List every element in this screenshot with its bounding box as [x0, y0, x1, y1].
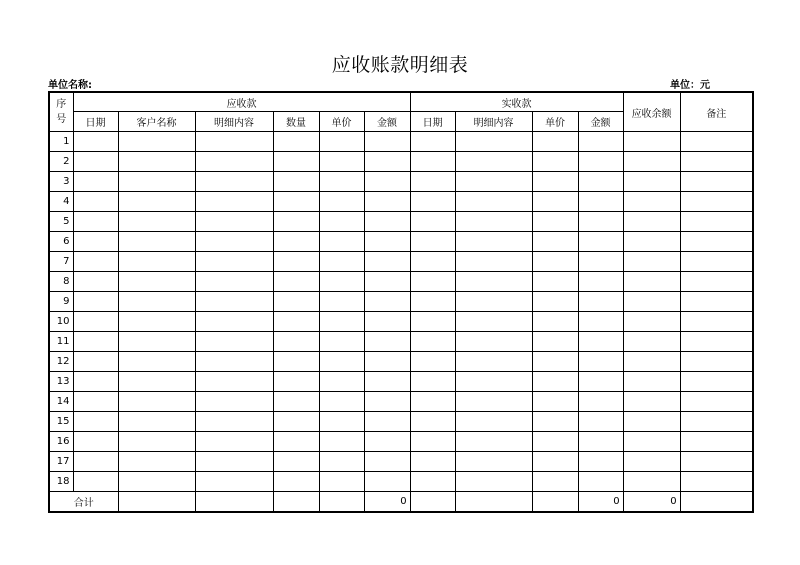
table-cell[interactable]: [623, 352, 680, 372]
table-cell[interactable]: [118, 352, 195, 372]
table-cell[interactable]: [455, 232, 532, 252]
totals-label: 合计: [49, 492, 118, 513]
table-cell[interactable]: [118, 152, 195, 172]
total-receivable-amount: 0: [364, 492, 410, 513]
table-cell[interactable]: [455, 332, 532, 352]
receivable-amount-header: 金额: [364, 112, 410, 132]
table-cell[interactable]: [319, 132, 364, 152]
table-cell[interactable]: [623, 332, 680, 352]
table-row: [49, 152, 753, 172]
table-cell[interactable]: [410, 252, 455, 272]
table-cell[interactable]: [195, 232, 273, 252]
table-cell[interactable]: [273, 312, 319, 332]
row-number: 16: [49, 432, 73, 452]
table-cell[interactable]: [73, 132, 118, 152]
table-cell[interactable]: [364, 452, 410, 472]
row-number: 8: [49, 272, 73, 292]
table-cell[interactable]: [73, 392, 118, 412]
receivable-detail-header: 明细内容: [195, 112, 273, 132]
table-cell[interactable]: [455, 272, 532, 292]
table-cell[interactable]: [410, 132, 455, 152]
table-cell[interactable]: [455, 352, 532, 372]
table-cell[interactable]: [680, 252, 753, 272]
table-cell[interactable]: [319, 472, 364, 492]
table-cell[interactable]: [578, 172, 623, 192]
table-cell[interactable]: [273, 332, 319, 352]
table-cell[interactable]: [680, 472, 753, 492]
table-cell[interactable]: [455, 412, 532, 432]
table-cell[interactable]: [578, 392, 623, 412]
row-number: 7: [49, 252, 73, 272]
table-cell[interactable]: [455, 292, 532, 312]
table-cell[interactable]: [623, 392, 680, 412]
table-cell[interactable]: [410, 152, 455, 172]
table-cell[interactable]: [73, 332, 118, 352]
table-cell[interactable]: [532, 272, 578, 292]
table-cell[interactable]: [410, 432, 455, 452]
table-row: [49, 212, 753, 232]
table-cell[interactable]: [118, 432, 195, 452]
table-row: [49, 412, 753, 432]
table-cell[interactable]: [623, 212, 680, 232]
table-cell[interactable]: [73, 472, 118, 492]
table-cell[interactable]: [680, 292, 753, 312]
table-cell[interactable]: [364, 372, 410, 392]
table-cell[interactable]: [623, 472, 680, 492]
table-cell[interactable]: [410, 372, 455, 392]
table-cell[interactable]: [578, 432, 623, 452]
table-cell[interactable]: [532, 352, 578, 372]
table-row: [49, 132, 753, 152]
row-number: 9: [49, 292, 73, 312]
table-cell[interactable]: [319, 192, 364, 212]
table-cell[interactable]: [319, 312, 364, 332]
table-cell[interactable]: [532, 432, 578, 452]
table-row: [49, 332, 753, 352]
table-cell[interactable]: [319, 272, 364, 292]
table-cell[interactable]: [273, 172, 319, 192]
table-cell[interactable]: [273, 232, 319, 252]
table-row: [49, 232, 753, 252]
table-cell[interactable]: [118, 172, 195, 192]
table-cell[interactable]: [273, 372, 319, 392]
table-cell[interactable]: [364, 152, 410, 172]
table-cell[interactable]: [410, 272, 455, 292]
table-cell[interactable]: [455, 252, 532, 272]
table-cell[interactable]: [410, 452, 455, 472]
table-cell[interactable]: [532, 132, 578, 152]
receivable-customer-header: 客户名称: [118, 112, 195, 132]
table-cell[interactable]: [532, 492, 578, 513]
table-cell[interactable]: [273, 432, 319, 452]
table-cell[interactable]: [319, 152, 364, 172]
table-cell[interactable]: [195, 372, 273, 392]
table-row: [49, 252, 753, 272]
table-cell[interactable]: [118, 132, 195, 152]
table-cell[interactable]: [195, 132, 273, 152]
table-cell[interactable]: [118, 412, 195, 432]
table-cell[interactable]: [578, 272, 623, 292]
total-received-amount: 0: [578, 492, 623, 513]
table-cell[interactable]: [364, 312, 410, 332]
table-row: [49, 312, 753, 332]
table-cell[interactable]: [532, 392, 578, 412]
totals-row: [49, 492, 753, 513]
table-cell[interactable]: [118, 232, 195, 252]
total-balance: 0: [623, 492, 680, 513]
receivable-date-header: 日期: [73, 112, 118, 132]
table-cell[interactable]: [118, 192, 195, 212]
seq-header: 序 号: [49, 92, 73, 132]
table-cell[interactable]: [273, 252, 319, 272]
table-row: [49, 432, 753, 452]
table-cell[interactable]: [118, 212, 195, 232]
row-number: 2: [49, 152, 73, 172]
currency-unit-label: 单位：元: [670, 80, 710, 91]
table-cell[interactable]: [118, 372, 195, 392]
table-cell[interactable]: [273, 452, 319, 472]
table-cell[interactable]: [364, 432, 410, 452]
table-cell[interactable]: [364, 472, 410, 492]
table-cell[interactable]: [319, 452, 364, 472]
table-cell[interactable]: [680, 192, 753, 212]
table-cell[interactable]: [73, 212, 118, 232]
table-cell[interactable]: [319, 352, 364, 372]
unit-name-label: 单位名称:: [48, 80, 92, 91]
table-cell[interactable]: [578, 212, 623, 232]
table-cell[interactable]: [73, 172, 118, 192]
table-cell[interactable]: [623, 232, 680, 252]
table-cell[interactable]: [73, 372, 118, 392]
table-cell[interactable]: [73, 252, 118, 272]
table-cell[interactable]: [532, 252, 578, 272]
table-cell[interactable]: [623, 132, 680, 152]
receivable-qty-header: 数量: [273, 112, 319, 132]
table-row: [49, 392, 753, 412]
table-cell[interactable]: [273, 272, 319, 292]
table-cell[interactable]: [532, 312, 578, 332]
table-cell[interactable]: [455, 172, 532, 192]
table-row: [49, 472, 753, 492]
table-cell[interactable]: [623, 252, 680, 272]
table-cell[interactable]: [410, 392, 455, 412]
row-number: 5: [49, 212, 73, 232]
table-cell[interactable]: [680, 412, 753, 432]
table-cell[interactable]: [623, 432, 680, 452]
table-cell[interactable]: [195, 332, 273, 352]
table-cell[interactable]: [680, 352, 753, 372]
row-number: 15: [49, 412, 73, 432]
table-cell[interactable]: [680, 392, 753, 412]
table-cell[interactable]: [195, 152, 273, 172]
table-cell[interactable]: [578, 452, 623, 472]
table-cell[interactable]: [680, 332, 753, 352]
table-cell[interactable]: [455, 492, 532, 513]
table-cell[interactable]: [578, 192, 623, 212]
table-cell[interactable]: [73, 352, 118, 372]
table-cell[interactable]: [410, 492, 455, 513]
table-row: [49, 192, 753, 212]
table-cell[interactable]: [195, 392, 273, 412]
table-cell[interactable]: [623, 372, 680, 392]
table-row: [49, 352, 753, 372]
table-cell[interactable]: [578, 352, 623, 372]
table-cell[interactable]: [118, 452, 195, 472]
row-number: 17: [49, 452, 73, 472]
table-cell[interactable]: [273, 352, 319, 372]
table-cell[interactable]: [319, 392, 364, 412]
table-cell[interactable]: [410, 332, 455, 352]
table-cell[interactable]: [118, 492, 195, 513]
table-cell[interactable]: [680, 372, 753, 392]
row-number: 3: [49, 172, 73, 192]
table-cell[interactable]: [118, 292, 195, 312]
table-cell[interactable]: [532, 212, 578, 232]
table-cell[interactable]: [410, 192, 455, 212]
table-cell[interactable]: [195, 252, 273, 272]
table-cell[interactable]: [273, 472, 319, 492]
table-cell[interactable]: [532, 232, 578, 252]
table-cell[interactable]: [680, 432, 753, 452]
table-cell[interactable]: [273, 132, 319, 152]
table-cell[interactable]: [273, 152, 319, 172]
table-cell[interactable]: [195, 292, 273, 312]
table-cell[interactable]: [195, 472, 273, 492]
table-cell[interactable]: [364, 212, 410, 232]
table-cell[interactable]: [680, 172, 753, 192]
table-cell[interactable]: [195, 432, 273, 452]
table-cell[interactable]: [578, 332, 623, 352]
table-cell[interactable]: [73, 312, 118, 332]
remarks-header: 备注: [680, 92, 753, 132]
table-cell[interactable]: [195, 452, 273, 472]
table-cell[interactable]: [410, 212, 455, 232]
table-row: [49, 452, 753, 472]
table-cell[interactable]: [195, 412, 273, 432]
table-cell[interactable]: [455, 212, 532, 232]
balance-header: 应收余额: [623, 92, 680, 132]
table-cell[interactable]: [364, 192, 410, 212]
row-number: 11: [49, 332, 73, 352]
table-cell[interactable]: [410, 232, 455, 252]
table-cell[interactable]: [73, 192, 118, 212]
row-number: 13: [49, 372, 73, 392]
row-number: 10: [49, 312, 73, 332]
table-cell[interactable]: [532, 292, 578, 312]
receivable-price-header: 单价: [319, 112, 364, 132]
table-cell[interactable]: [578, 252, 623, 272]
table-cell[interactable]: [680, 152, 753, 172]
table-cell[interactable]: [118, 272, 195, 292]
table-cell[interactable]: [273, 392, 319, 412]
table-cell[interactable]: [532, 192, 578, 212]
table-cell[interactable]: [364, 232, 410, 252]
table-cell[interactable]: [364, 132, 410, 152]
table-cell[interactable]: [532, 332, 578, 352]
table-cell[interactable]: [118, 332, 195, 352]
table-cell[interactable]: [680, 232, 753, 252]
table-cell[interactable]: [364, 292, 410, 312]
table-cell[interactable]: [578, 152, 623, 172]
table-cell[interactable]: [623, 412, 680, 432]
table-cell[interactable]: [195, 352, 273, 372]
table-cell[interactable]: [364, 252, 410, 272]
table-cell[interactable]: [410, 472, 455, 492]
table-cell[interactable]: [195, 192, 273, 212]
table-cell[interactable]: [319, 252, 364, 272]
table-cell[interactable]: [532, 372, 578, 392]
table-cell[interactable]: [578, 132, 623, 152]
table-cell[interactable]: [532, 452, 578, 472]
table-cell[interactable]: [532, 472, 578, 492]
table-cell[interactable]: [455, 472, 532, 492]
table-cell[interactable]: [410, 352, 455, 372]
table-cell[interactable]: [319, 292, 364, 312]
receivable-group-header: 应收款: [73, 92, 410, 112]
table-cell[interactable]: [455, 312, 532, 332]
table-cell[interactable]: [623, 292, 680, 312]
table-cell[interactable]: [410, 172, 455, 192]
row-number: 14: [49, 392, 73, 412]
table-cell[interactable]: [623, 312, 680, 332]
table-cell[interactable]: [319, 492, 364, 513]
table-cell[interactable]: [195, 312, 273, 332]
table-cell[interactable]: [455, 152, 532, 172]
table-cell[interactable]: [73, 292, 118, 312]
table-cell[interactable]: [455, 132, 532, 152]
table-cell[interactable]: [273, 412, 319, 432]
table-cell[interactable]: [73, 412, 118, 432]
table-cell[interactable]: [623, 172, 680, 192]
table-cell[interactable]: [364, 332, 410, 352]
table-cell[interactable]: [410, 292, 455, 312]
table-cell[interactable]: [364, 392, 410, 412]
row-number: 4: [49, 192, 73, 212]
table-cell[interactable]: [73, 232, 118, 252]
table-cell[interactable]: [680, 272, 753, 292]
row-number: 1: [49, 132, 73, 152]
table-row: [49, 172, 753, 192]
table-cell[interactable]: [364, 172, 410, 192]
table-cell[interactable]: [578, 472, 623, 492]
table-cell[interactable]: [680, 212, 753, 232]
table-cell[interactable]: [319, 372, 364, 392]
table-cell[interactable]: [364, 272, 410, 292]
table-cell[interactable]: [410, 312, 455, 332]
table-cell[interactable]: [273, 492, 319, 513]
table-row: [49, 272, 753, 292]
table-cell[interactable]: [680, 492, 753, 513]
table-cell[interactable]: [319, 172, 364, 192]
table-cell[interactable]: [455, 432, 532, 452]
table-cell[interactable]: [364, 412, 410, 432]
table-cell[interactable]: [319, 412, 364, 432]
table-cell[interactable]: [118, 472, 195, 492]
table-cell[interactable]: [319, 232, 364, 252]
table-cell[interactable]: [73, 152, 118, 172]
received-date-header: 日期: [410, 112, 455, 132]
table-cell[interactable]: [319, 332, 364, 352]
table-cell[interactable]: [273, 212, 319, 232]
table-cell[interactable]: [578, 372, 623, 392]
table-cell[interactable]: [455, 452, 532, 472]
table-cell[interactable]: [73, 452, 118, 472]
receivables-table: [48, 91, 754, 513]
table-row: [49, 292, 753, 312]
table-cell[interactable]: [118, 252, 195, 272]
table-cell[interactable]: [578, 232, 623, 252]
table-cell[interactable]: [319, 432, 364, 452]
table-cell[interactable]: [195, 172, 273, 192]
table-cell[interactable]: [578, 412, 623, 432]
table-cell[interactable]: [455, 392, 532, 412]
row-number: 12: [49, 352, 73, 372]
header-row-1: [49, 92, 753, 112]
received-group-header: 实收款: [410, 92, 623, 112]
table-cell[interactable]: [319, 212, 364, 232]
table-cell[interactable]: [532, 412, 578, 432]
table-cell[interactable]: [118, 312, 195, 332]
table-cell[interactable]: [73, 272, 118, 292]
table-cell[interactable]: [73, 432, 118, 452]
table-cell[interactable]: [578, 292, 623, 312]
table-cell[interactable]: [455, 372, 532, 392]
table-cell[interactable]: [195, 212, 273, 232]
table-cell[interactable]: [532, 152, 578, 172]
table-cell[interactable]: [680, 312, 753, 332]
page-title: 应收账款明细表: [331, 54, 469, 76]
table-cell[interactable]: [273, 192, 319, 212]
table-cell[interactable]: [623, 272, 680, 292]
table-cell[interactable]: [578, 312, 623, 332]
received-detail-header: 明细内容: [455, 112, 532, 132]
table-cell[interactable]: [680, 452, 753, 472]
table-cell[interactable]: [455, 192, 532, 212]
table-cell[interactable]: [680, 132, 753, 152]
table-cell[interactable]: [623, 152, 680, 172]
table-cell[interactable]: [364, 352, 410, 372]
table-cell[interactable]: [410, 412, 455, 432]
row-number: 18: [49, 472, 73, 492]
table-cell[interactable]: [623, 452, 680, 472]
table-row: [49, 372, 753, 392]
row-number: 6: [49, 232, 73, 252]
table-cell[interactable]: [195, 272, 273, 292]
table-cell[interactable]: [623, 192, 680, 212]
table-cell[interactable]: [532, 172, 578, 192]
table-cell[interactable]: [195, 492, 273, 513]
received-price-header: 单价: [532, 112, 578, 132]
received-amount-header: 金额: [578, 112, 623, 132]
table-cell[interactable]: [273, 292, 319, 312]
table-cell[interactable]: [118, 392, 195, 412]
